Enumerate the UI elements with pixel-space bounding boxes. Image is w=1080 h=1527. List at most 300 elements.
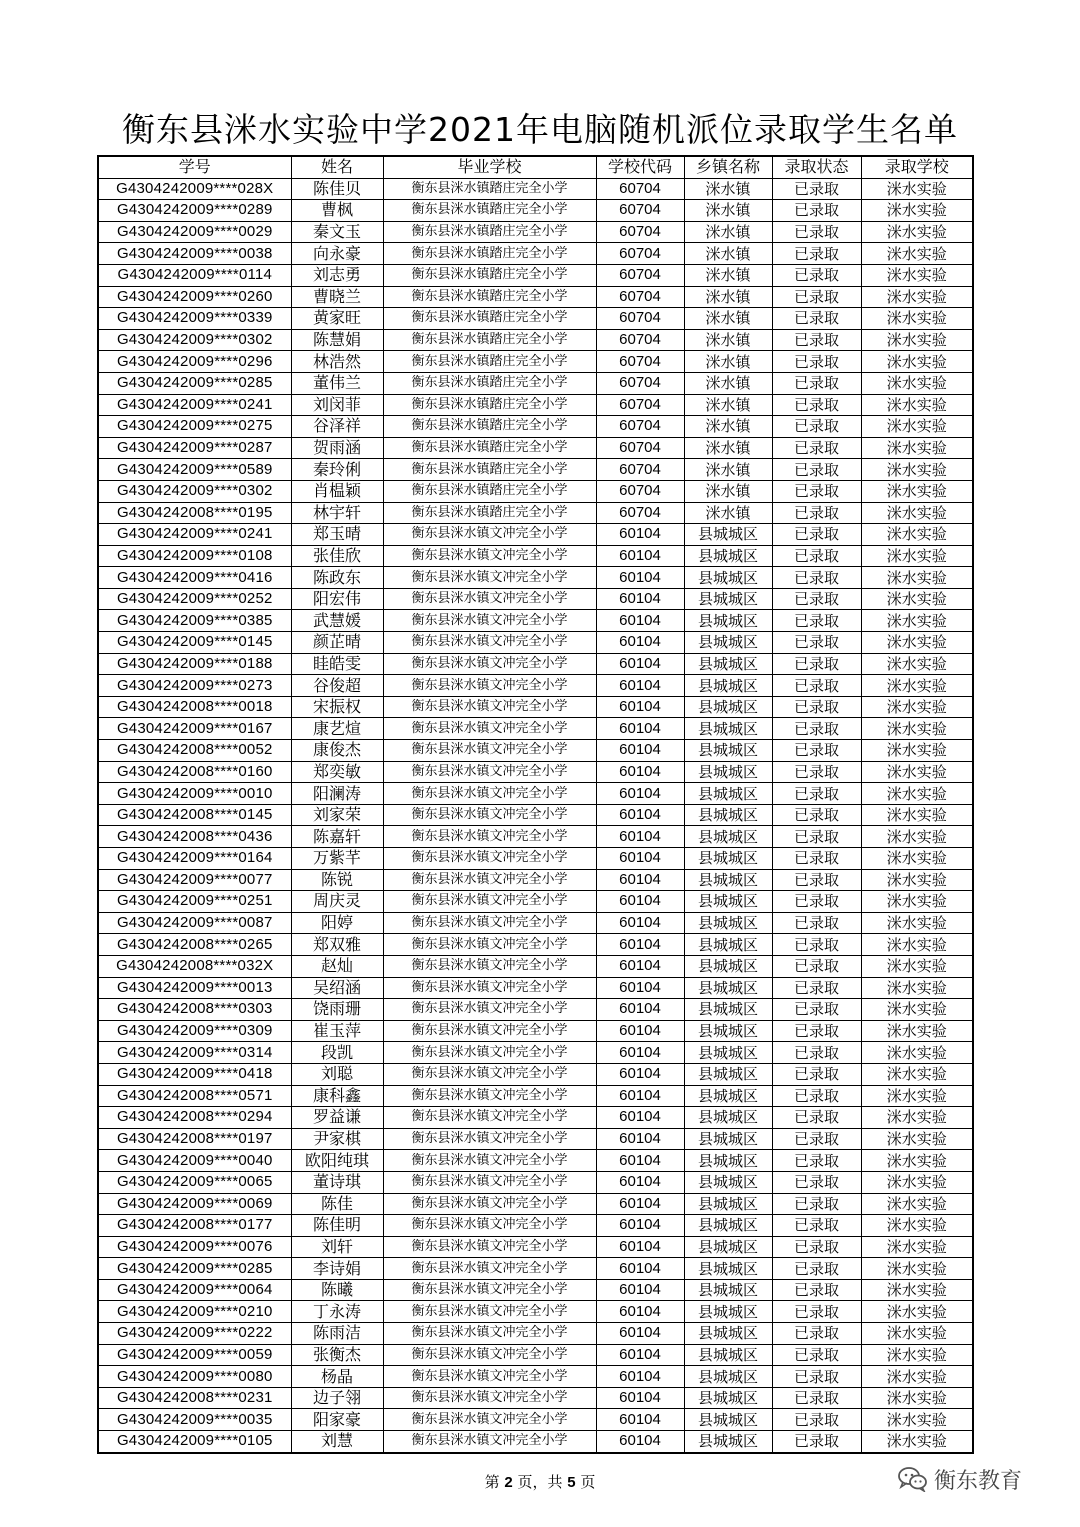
table-row (98, 675, 973, 697)
table-row (98, 1431, 973, 1453)
township-cell: 洣水镇 (684, 329, 772, 351)
township-cell: 县城城区 (684, 675, 772, 697)
school-code-cell: 60104 (596, 1431, 684, 1453)
admitted-school-cell: 洣水实验 (861, 1107, 973, 1129)
admitted-school-cell: 洣水实验 (861, 1063, 973, 1085)
school-code-cell: 60104 (596, 545, 684, 567)
graduated-school-cell: 衡东县洣水镇文冲完全小学 (383, 740, 596, 762)
admitted-school-cell: 洣水实验 (861, 610, 973, 632)
admitted-school-cell: 洣水实验 (861, 1020, 973, 1042)
table-row (98, 1107, 973, 1129)
student-name-cell: 肖榅颖 (291, 480, 383, 502)
table-row (98, 286, 973, 308)
admitted-school-cell: 洣水实验 (861, 394, 973, 416)
graduated-school-cell: 衡东县洣水镇文冲完全小学 (383, 610, 596, 632)
township-cell: 县城城区 (684, 869, 772, 891)
school-code-cell: 60704 (596, 243, 684, 265)
admission-status-cell: 已录取 (772, 459, 861, 481)
graduated-school-cell: 衡东县洣水镇文冲完全小学 (383, 1193, 596, 1215)
graduated-school-cell: 衡东县洣水镇踏庄完全小学 (383, 437, 596, 459)
admission-table (97, 155, 974, 1454)
graduated-school-cell: 衡东县洣水镇文冲完全小学 (383, 1323, 596, 1345)
student-name-cell: 阳婷 (291, 912, 383, 934)
student-name-cell: 董伟兰 (291, 372, 383, 394)
student-id-cell: G4304242009****0251 (98, 891, 291, 913)
graduated-school-cell: 衡东县洣水镇踏庄完全小学 (383, 286, 596, 308)
student-id-cell: G4304242009****0114 (98, 264, 291, 286)
admitted-school-cell: 洣水实验 (861, 308, 973, 330)
school-code-cell: 60704 (596, 502, 684, 524)
student-id-cell: G4304242008****0436 (98, 826, 291, 848)
header-student-id: 学号 (98, 156, 291, 178)
table-row (98, 372, 973, 394)
student-name-cell: 刘闵菲 (291, 394, 383, 416)
school-code-cell: 60104 (596, 696, 684, 718)
student-name-cell: 曹枫 (291, 200, 383, 222)
graduated-school-cell: 衡东县洣水镇踏庄完全小学 (383, 394, 596, 416)
admitted-school-cell: 洣水实验 (861, 1042, 973, 1064)
township-cell: 县城城区 (684, 653, 772, 675)
graduated-school-cell: 衡东县洣水镇文冲完全小学 (383, 977, 596, 999)
graduated-school-cell: 衡东县洣水镇文冲完全小学 (383, 588, 596, 610)
admitted-school-cell: 洣水实验 (861, 1236, 973, 1258)
admitted-school-cell: 洣水实验 (861, 912, 973, 934)
school-code-cell: 60104 (596, 804, 684, 826)
table-row (98, 221, 973, 243)
school-code-cell: 60704 (596, 437, 684, 459)
admission-status-cell: 已录取 (772, 588, 861, 610)
admitted-school-cell: 洣水实验 (861, 1171, 973, 1193)
student-name-cell: 饶雨珊 (291, 999, 383, 1021)
student-name-cell: 赵灿 (291, 955, 383, 977)
admission-status-cell: 已录取 (772, 308, 861, 330)
student-name-cell: 陈锐 (291, 869, 383, 891)
admitted-school-cell: 洣水实验 (861, 1431, 973, 1453)
watermark (898, 1462, 1022, 1496)
township-cell: 县城城区 (684, 1171, 772, 1193)
footer-prefix: 第 (484, 1473, 500, 1491)
student-name-cell: 宋振权 (291, 696, 383, 718)
student-id-cell: G4304242009****0339 (98, 308, 291, 330)
admission-status-cell: 已录取 (772, 869, 861, 891)
student-id-cell: G4304242009****0077 (98, 869, 291, 891)
township-cell: 县城城区 (684, 1215, 772, 1237)
township-cell: 县城城区 (684, 610, 772, 632)
graduated-school-cell: 衡东县洣水镇文冲完全小学 (383, 545, 596, 567)
admission-status-cell: 已录取 (772, 545, 861, 567)
student-id-cell: G4304242009****0167 (98, 718, 291, 740)
school-code-cell: 60704 (596, 372, 684, 394)
student-name-cell: 刘家荣 (291, 804, 383, 826)
admitted-school-cell: 洣水实验 (861, 891, 973, 913)
admission-status-cell: 已录取 (772, 804, 861, 826)
student-name-cell: 刘志勇 (291, 264, 383, 286)
student-name-cell: 郑玉晴 (291, 524, 383, 546)
graduated-school-cell: 衡东县洣水镇文冲完全小学 (383, 891, 596, 913)
township-cell: 县城城区 (684, 891, 772, 913)
admitted-school-cell: 洣水实验 (861, 416, 973, 438)
student-id-cell: G4304242008****032X (98, 955, 291, 977)
graduated-school-cell: 衡东县洣水镇踏庄完全小学 (383, 243, 596, 265)
table-row (98, 416, 973, 438)
graduated-school-cell: 衡东县洣水镇踏庄完全小学 (383, 459, 596, 481)
graduated-school-cell: 衡东县洣水镇踏庄完全小学 (383, 200, 596, 222)
student-id-cell: G4304242009****0302 (98, 480, 291, 502)
township-cell: 县城城区 (684, 1409, 772, 1431)
table-row (98, 480, 973, 502)
admitted-school-cell: 洣水实验 (861, 761, 973, 783)
admission-status-cell: 已录取 (772, 999, 861, 1021)
table-row (98, 999, 973, 1021)
student-name-cell: 崔玉萍 (291, 1020, 383, 1042)
student-id-cell: G4304242009****0087 (98, 912, 291, 934)
table-header-row (98, 156, 973, 178)
student-name-cell: 李诗娟 (291, 1258, 383, 1280)
admitted-school-cell: 洣水实验 (861, 1128, 973, 1150)
table-row (98, 718, 973, 740)
graduated-school-cell: 衡东县洣水镇文冲完全小学 (383, 653, 596, 675)
school-code-cell: 60104 (596, 567, 684, 589)
table-row (98, 1366, 973, 1388)
admission-status-cell: 已录取 (772, 524, 861, 546)
student-id-cell: G4304242009****0108 (98, 545, 291, 567)
admission-status-cell: 已录取 (772, 977, 861, 999)
school-code-cell: 60104 (596, 869, 684, 891)
student-id-cell: G4304242009****0188 (98, 653, 291, 675)
graduated-school-cell: 衡东县洣水镇文冲完全小学 (383, 1215, 596, 1237)
student-name-cell: 武慧媛 (291, 610, 383, 632)
admitted-school-cell: 洣水实验 (861, 804, 973, 826)
school-code-cell: 60704 (596, 200, 684, 222)
admitted-school-cell: 洣水实验 (861, 869, 973, 891)
graduated-school-cell: 衡东县洣水镇文冲完全小学 (383, 632, 596, 654)
school-code-cell: 60104 (596, 1236, 684, 1258)
header-township: 乡镇名称 (684, 156, 772, 178)
student-id-cell: G4304242009****0029 (98, 221, 291, 243)
student-id-cell: G4304242008****0265 (98, 934, 291, 956)
student-name-cell: 丁永涛 (291, 1301, 383, 1323)
admission-status-cell: 已录取 (772, 1236, 861, 1258)
school-code-cell: 60104 (596, 912, 684, 934)
graduated-school-cell: 衡东县洣水镇文冲完全小学 (383, 912, 596, 934)
table-row (98, 632, 973, 654)
table-row (98, 524, 973, 546)
student-name-cell: 张佳欣 (291, 545, 383, 567)
graduated-school-cell: 衡东县洣水镇踏庄完全小学 (383, 308, 596, 330)
student-id-cell: G4304242009****0076 (98, 1236, 291, 1258)
table-row (98, 1215, 973, 1237)
student-id-cell: G4304242008****0160 (98, 761, 291, 783)
table-row (98, 588, 973, 610)
admission-status-cell: 已录取 (772, 200, 861, 222)
township-cell: 洣水镇 (684, 372, 772, 394)
township-cell: 洣水镇 (684, 394, 772, 416)
admission-status-cell: 已录取 (772, 329, 861, 351)
table-row (98, 1193, 973, 1215)
admitted-school-cell: 洣水实验 (861, 1150, 973, 1172)
student-name-cell: 康艺煊 (291, 718, 383, 740)
graduated-school-cell: 衡东县洣水镇文冲完全小学 (383, 1258, 596, 1280)
student-id-cell: G4304242009****0013 (98, 977, 291, 999)
student-name-cell: 边子翎 (291, 1387, 383, 1409)
table-body (98, 178, 973, 1453)
table-row (98, 264, 973, 286)
graduated-school-cell: 衡东县洣水镇文冲完全小学 (383, 1301, 596, 1323)
table-row (98, 740, 973, 762)
student-id-cell: G4304242009****0273 (98, 675, 291, 697)
school-code-cell: 60104 (596, 826, 684, 848)
admitted-school-cell: 洣水实验 (861, 1279, 973, 1301)
admission-status-cell: 已录取 (772, 1323, 861, 1345)
township-cell: 洣水镇 (684, 200, 772, 222)
graduated-school-cell: 衡东县洣水镇文冲完全小学 (383, 1063, 596, 1085)
admitted-school-cell: 洣水实验 (861, 1193, 973, 1215)
township-cell: 县城城区 (684, 934, 772, 956)
student-id-cell: G4304242009****0285 (98, 372, 291, 394)
student-id-cell: G4304242009****0418 (98, 1063, 291, 1085)
student-name-cell: 康俊杰 (291, 740, 383, 762)
admission-status-cell: 已录取 (772, 653, 861, 675)
graduated-school-cell: 衡东县洣水镇文冲完全小学 (383, 696, 596, 718)
admission-status-cell: 已录取 (772, 718, 861, 740)
student-name-cell: 陈佳明 (291, 1215, 383, 1237)
graduated-school-cell: 衡东县洣水镇文冲完全小学 (383, 1171, 596, 1193)
admission-status-cell: 已录取 (772, 1020, 861, 1042)
school-code-cell: 60704 (596, 308, 684, 330)
admitted-school-cell: 洣水实验 (861, 977, 973, 999)
table-row (98, 1258, 973, 1280)
admitted-school-cell: 洣水实验 (861, 1301, 973, 1323)
admission-status-cell: 已录取 (772, 480, 861, 502)
table-row (98, 696, 973, 718)
table-row (98, 459, 973, 481)
admission-status-cell: 已录取 (772, 1301, 861, 1323)
township-cell: 洣水镇 (684, 308, 772, 330)
student-name-cell: 阳澜涛 (291, 783, 383, 805)
admission-status-cell: 已录取 (772, 243, 861, 265)
table-row (98, 804, 973, 826)
admitted-school-cell: 洣水实验 (861, 221, 973, 243)
table-row (98, 1409, 973, 1431)
student-name-cell: 尹家棋 (291, 1128, 383, 1150)
township-cell: 县城城区 (684, 588, 772, 610)
graduated-school-cell: 衡东县洣水镇文冲完全小学 (383, 524, 596, 546)
student-name-cell: 曹晓兰 (291, 286, 383, 308)
admitted-school-cell: 洣水实验 (861, 264, 973, 286)
graduated-school-cell: 衡东县洣水镇文冲完全小学 (383, 761, 596, 783)
school-code-cell: 60104 (596, 1344, 684, 1366)
school-code-cell: 60104 (596, 1020, 684, 1042)
header-graduated-school: 毕业学校 (383, 156, 596, 178)
admission-status-cell: 已录取 (772, 221, 861, 243)
student-name-cell: 陈嘉轩 (291, 826, 383, 848)
school-code-cell: 60104 (596, 955, 684, 977)
student-name-cell: 林宇轩 (291, 502, 383, 524)
township-cell: 县城城区 (684, 718, 772, 740)
student-name-cell: 陈佳 (291, 1193, 383, 1215)
admitted-school-cell: 洣水实验 (861, 502, 973, 524)
student-id-cell: G4304242009****0589 (98, 459, 291, 481)
admitted-school-cell: 洣水实验 (861, 480, 973, 502)
admitted-school-cell: 洣水实验 (861, 588, 973, 610)
table-row (98, 1020, 973, 1042)
township-cell: 县城城区 (684, 783, 772, 805)
school-code-cell: 60104 (596, 1063, 684, 1085)
table-row (98, 545, 973, 567)
admission-status-cell: 已录取 (772, 416, 861, 438)
student-id-cell: G4304242009****0385 (98, 610, 291, 632)
township-cell: 县城城区 (684, 1085, 772, 1107)
township-cell: 洣水镇 (684, 459, 772, 481)
township-cell: 县城城区 (684, 524, 772, 546)
table-row (98, 329, 973, 351)
admitted-school-cell: 洣水实验 (861, 740, 973, 762)
admitted-school-cell: 洣水实验 (861, 1323, 973, 1345)
township-cell: 县城城区 (684, 1150, 772, 1172)
student-id-cell: G4304242009****0069 (98, 1193, 291, 1215)
table-row (98, 308, 973, 330)
admitted-school-cell: 洣水实验 (861, 567, 973, 589)
admitted-school-cell: 洣水实验 (861, 329, 973, 351)
admission-status-cell: 已录取 (772, 1150, 861, 1172)
admitted-school-cell: 洣水实验 (861, 955, 973, 977)
graduated-school-cell: 衡东县洣水镇文冲完全小学 (383, 955, 596, 977)
student-name-cell: 秦文玉 (291, 221, 383, 243)
admitted-school-cell: 洣水实验 (861, 351, 973, 373)
footer-suffix: 页 (580, 1473, 596, 1491)
table-row (98, 200, 973, 222)
graduated-school-cell: 衡东县洣水镇文冲完全小学 (383, 783, 596, 805)
student-id-cell: G4304242008****0052 (98, 740, 291, 762)
township-cell: 洣水镇 (684, 351, 772, 373)
student-name-cell: 杨晶 (291, 1366, 383, 1388)
student-id-cell: G4304242009****0105 (98, 1431, 291, 1453)
admission-status-cell: 已录取 (772, 1107, 861, 1129)
township-cell: 县城城区 (684, 632, 772, 654)
admission-status-cell: 已录取 (772, 1042, 861, 1064)
admitted-school-cell: 洣水实验 (861, 826, 973, 848)
table-row (98, 1150, 973, 1172)
admitted-school-cell: 洣水实验 (861, 783, 973, 805)
graduated-school-cell: 衡东县洣水镇文冲完全小学 (383, 1085, 596, 1107)
footer-page-number: 2 (504, 1474, 513, 1491)
graduated-school-cell: 衡东县洣水镇文冲完全小学 (383, 1150, 596, 1172)
graduated-school-cell: 衡东县洣水镇文冲完全小学 (383, 718, 596, 740)
admission-status-cell: 已录取 (772, 1431, 861, 1453)
graduated-school-cell: 衡东县洣水镇文冲完全小学 (383, 1366, 596, 1388)
township-cell: 洣水镇 (684, 502, 772, 524)
table-row (98, 567, 973, 589)
township-cell: 县城城区 (684, 804, 772, 826)
admission-status-cell: 已录取 (772, 567, 861, 589)
admitted-school-cell: 洣水实验 (861, 243, 973, 265)
graduated-school-cell: 衡东县洣水镇文冲完全小学 (383, 1020, 596, 1042)
school-code-cell: 60104 (596, 524, 684, 546)
admitted-school-cell: 洣水实验 (861, 696, 973, 718)
student-id-cell: G4304242009****0252 (98, 588, 291, 610)
table-row (98, 653, 973, 675)
student-id-cell: G4304242009****0260 (98, 286, 291, 308)
table-row (98, 1344, 973, 1366)
school-code-cell: 60104 (596, 977, 684, 999)
header-name: 姓名 (291, 156, 383, 178)
township-cell: 县城城区 (684, 1301, 772, 1323)
table-row (98, 977, 973, 999)
admission-status-cell: 已录取 (772, 1409, 861, 1431)
admission-status-cell: 已录取 (772, 437, 861, 459)
graduated-school-cell: 衡东县洣水镇踏庄完全小学 (383, 264, 596, 286)
student-name-cell: 贺雨涵 (291, 437, 383, 459)
student-name-cell: 陈曦 (291, 1279, 383, 1301)
admission-status-cell: 已录取 (772, 1279, 861, 1301)
admission-status-cell: 已录取 (772, 351, 861, 373)
admission-status-cell: 已录取 (772, 1171, 861, 1193)
school-code-cell: 60104 (596, 1085, 684, 1107)
table-row (98, 869, 973, 891)
graduated-school-cell: 衡东县洣水镇踏庄完全小学 (383, 178, 596, 200)
admission-status-cell: 已录取 (772, 632, 861, 654)
township-cell: 县城城区 (684, 1366, 772, 1388)
student-id-cell: G4304242009****0309 (98, 1020, 291, 1042)
admitted-school-cell: 洣水实验 (861, 459, 973, 481)
admission-status-cell: 已录取 (772, 1344, 861, 1366)
admission-status-cell: 已录取 (772, 934, 861, 956)
student-name-cell: 康科鑫 (291, 1085, 383, 1107)
table-row (98, 1236, 973, 1258)
school-code-cell: 60104 (596, 891, 684, 913)
student-id-cell: G4304242009****0145 (98, 632, 291, 654)
table-row (98, 178, 973, 200)
header-admission-status: 录取状态 (772, 156, 861, 178)
school-code-cell: 60704 (596, 459, 684, 481)
header-school-code: 学校代码 (596, 156, 684, 178)
graduated-school-cell: 衡东县洣水镇文冲完全小学 (383, 1236, 596, 1258)
student-id-cell: G4304242009****0064 (98, 1279, 291, 1301)
graduated-school-cell: 衡东县洣水镇文冲完全小学 (383, 1409, 596, 1431)
graduated-school-cell: 衡东县洣水镇踏庄完全小学 (383, 480, 596, 502)
admitted-school-cell: 洣水实验 (861, 200, 973, 222)
school-code-cell: 60104 (596, 1128, 684, 1150)
township-cell: 洣水镇 (684, 437, 772, 459)
admission-status-cell: 已录取 (772, 696, 861, 718)
table-row (98, 502, 973, 524)
township-cell: 洣水镇 (684, 480, 772, 502)
graduated-school-cell: 衡东县洣水镇踏庄完全小学 (383, 416, 596, 438)
school-code-cell: 60104 (596, 1107, 684, 1129)
student-name-cell: 罗益谦 (291, 1107, 383, 1129)
table-row (98, 1042, 973, 1064)
student-id-cell: G4304242009****0241 (98, 394, 291, 416)
student-id-cell: G4304242009****0302 (98, 329, 291, 351)
township-cell: 县城城区 (684, 761, 772, 783)
admitted-school-cell: 洣水实验 (861, 1215, 973, 1237)
student-name-cell: 陈政东 (291, 567, 383, 589)
table-row (98, 912, 973, 934)
admitted-school-cell: 洣水实验 (861, 1366, 973, 1388)
admitted-school-cell: 洣水实验 (861, 1387, 973, 1409)
school-code-cell: 60704 (596, 329, 684, 351)
admitted-school-cell: 洣水实验 (861, 632, 973, 654)
graduated-school-cell: 衡东县洣水镇踏庄完全小学 (383, 372, 596, 394)
student-name-cell: 张衡杰 (291, 1344, 383, 1366)
student-id-cell: G4304242009****0275 (98, 416, 291, 438)
school-code-cell: 60104 (596, 761, 684, 783)
admitted-school-cell: 洣水实验 (861, 524, 973, 546)
township-cell: 县城城区 (684, 696, 772, 718)
township-cell: 县城城区 (684, 567, 772, 589)
admission-status-cell: 已录取 (772, 891, 861, 913)
school-code-cell: 60104 (596, 783, 684, 805)
